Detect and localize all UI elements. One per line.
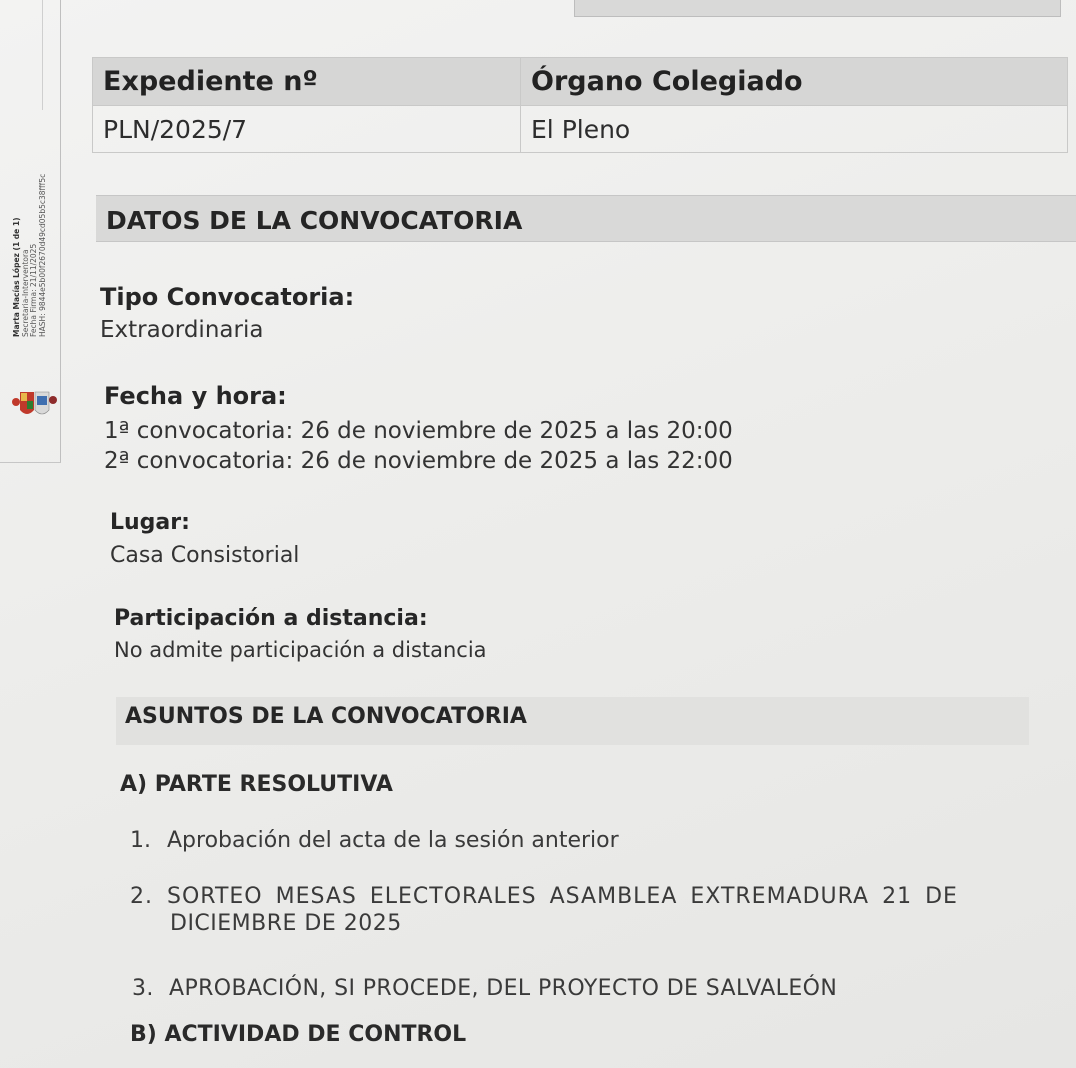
tipo-value: Extraordinaria bbox=[100, 317, 264, 343]
signature-margin bbox=[0, 0, 61, 463]
tipo-block bbox=[100, 283, 354, 343]
tipo-label: Tipo Convocatoria: bbox=[100, 283, 355, 311]
item-number: 3. bbox=[132, 976, 154, 1001]
expediente-value: PLN/2025/7 bbox=[93, 106, 521, 153]
table-row bbox=[93, 106, 1068, 153]
list-item bbox=[132, 976, 837, 1001]
item-text-continued: DICIEMBRE DE 2025 bbox=[170, 911, 402, 936]
distancia-label: Participación a distancia: bbox=[114, 606, 428, 631]
signature-line: Marta Macías López (1 de 1) bbox=[12, 217, 21, 337]
item-text: APROBACIÓN, SI PROCEDE, DEL PROYECTO DE SALVALEÓN bbox=[169, 976, 838, 1001]
part-a-heading: A) PARTE RESOLUTIVA bbox=[120, 772, 393, 797]
top-field-box bbox=[574, 0, 1061, 17]
item-number: 1. bbox=[130, 828, 151, 853]
fecha-block bbox=[104, 382, 733, 474]
distancia-value: No admite participación a distancia bbox=[114, 638, 487, 662]
distancia-block bbox=[114, 606, 487, 662]
list-item bbox=[130, 884, 1020, 936]
organo-header: Órgano Colegiado bbox=[521, 58, 1068, 106]
signature-line: Secretaria-Interventora bbox=[20, 249, 30, 337]
part-b-heading: B) ACTIVIDAD DE CONTROL bbox=[130, 1022, 467, 1047]
fecha-line-1: 1ª convocatoria: 26 de noviembre de 2025 a las 20:00 bbox=[104, 418, 733, 444]
list-item bbox=[130, 828, 619, 853]
fecha-line-2: 2ª convocatoria: 26 de noviembre de 2025 a las 22:00 bbox=[104, 448, 733, 474]
item-number: 2. bbox=[130, 884, 153, 909]
item-text: SORTEO MESAS ELECTORALES ASAMBLEA EXTREMADURA 21 DE bbox=[167, 884, 958, 909]
lugar-label: Lugar: bbox=[110, 510, 190, 535]
signature-line: HASH: 9844e5b00f2670d49cd05b5c38fff5c bbox=[37, 173, 47, 337]
item-text: Aprobación del acta de la sesión anterior bbox=[167, 828, 619, 853]
section-title-asuntos: ASUNTOS DE LA CONVOCATORIA bbox=[116, 697, 1029, 745]
table-header-row bbox=[93, 58, 1068, 106]
lugar-block bbox=[110, 510, 299, 568]
signature-stamp bbox=[13, 127, 47, 337]
record-table bbox=[92, 57, 1068, 153]
fecha-label: Fecha y hora: bbox=[104, 382, 287, 410]
section-title-convocatoria: DATOS DE LA CONVOCATORIA bbox=[96, 195, 1076, 242]
lugar-value: Casa Consistorial bbox=[110, 543, 300, 568]
signature-line: Fecha Firma: 21/11/2025 bbox=[29, 243, 38, 337]
coat-of-arms-icon bbox=[10, 388, 58, 426]
margin-rule bbox=[42, 0, 43, 110]
organo-value: El Pleno bbox=[521, 106, 1068, 153]
expediente-header: Expediente nº bbox=[93, 58, 521, 106]
